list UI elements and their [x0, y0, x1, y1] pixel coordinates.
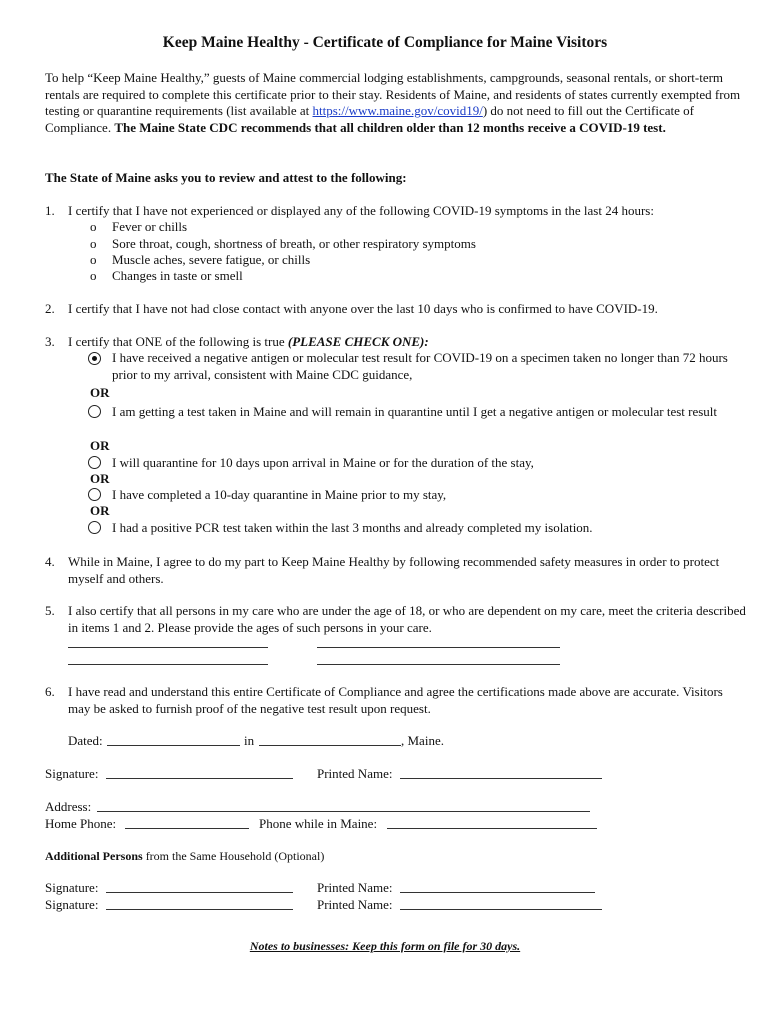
additional-bold: Additional Persons: [45, 849, 143, 863]
additional-signature-field-1[interactable]: [106, 880, 293, 893]
option-3-radio[interactable]: [88, 456, 101, 469]
symptom-4: Changes in taste or smell: [112, 268, 243, 283]
signature-label: Signature:: [45, 766, 99, 781]
item-2-number: 2.: [45, 301, 55, 316]
address-label: Address:: [45, 799, 92, 814]
in-label: in: [244, 733, 255, 748]
item-3-text: [68, 334, 748, 351]
maine-suffix: , Maine.: [401, 733, 444, 748]
intro-text: To help “Keep Maine Healthy,” guests of Maine commercial lodging establishments, campgrounds, seasonal rentals, or short-term rentals are required to complete this certificate prior to their stay. Residents of Maine, and residents of states currently exempted from testing or quarantine requirements (list available at: [45, 70, 741, 118]
printed-name-label: Printed Name:: [317, 897, 393, 912]
or-label: OR: [90, 471, 110, 486]
or-label: OR: [90, 503, 110, 518]
item-3-lead: I certify that ONE of the following is true: [68, 334, 288, 349]
item-4-number: 4.: [45, 554, 55, 569]
additional-signature-field-2[interactable]: [106, 897, 293, 910]
or-label: OR: [90, 385, 110, 400]
item-6-text: I have read and understand this entire Certificate of Compliance and agree the certifications made above are accurate. Visitors may be asked to furnish proof of the negative test result upon request.: [68, 684, 723, 716]
additional-printed-name-field-2[interactable]: [400, 897, 602, 910]
covid19-link[interactable]: https://www.maine.gov/covid19/: [312, 103, 483, 118]
option-5-radio[interactable]: [88, 521, 101, 534]
symptom-3: Muscle aches, severe fatigue, or chills: [112, 252, 311, 267]
signature-field[interactable]: [106, 766, 293, 779]
home-phone-label: Home Phone:: [45, 816, 117, 831]
cdc-recommendation: The Maine State CDC recommends that all children older than 12 months receive a COVID-19 test.: [114, 119, 666, 135]
option-2-radio[interactable]: [88, 405, 101, 418]
dependent-age-field-1[interactable]: [68, 635, 268, 648]
bullet: o: [90, 219, 97, 234]
bullet: o: [90, 268, 97, 283]
page-title: Keep Maine Healthy - Certificate of Compliance for Maine Visitors: [162, 34, 608, 51]
attest-heading: The State of Maine asks you to review and attest to the following:: [45, 170, 407, 185]
check-one-emphasis: (PLEASE CHECK ONE):: [287, 334, 429, 349]
intro-text-after: ) do not need to fill out the Certificate of Compliance.: [45, 103, 694, 135]
dated-label: Dated:: [68, 733, 103, 748]
phone-while-field[interactable]: [387, 816, 597, 829]
bullet: o: [90, 252, 97, 267]
option-4-radio[interactable]: [88, 488, 101, 501]
additional-printed-name-field-1[interactable]: [400, 880, 595, 893]
dependent-age-field-4[interactable]: [317, 652, 560, 665]
item-1-text: I certify that I have not experienced or displayed any of the following COVID-19 symptoms in the last 24 hours:: [68, 203, 654, 218]
symptom-1: Fever or chills: [112, 219, 188, 234]
option-1-radio[interactable]: [88, 352, 101, 365]
home-phone-field[interactable]: [125, 816, 249, 829]
dependent-age-field-2[interactable]: [317, 635, 560, 648]
address-field[interactable]: [97, 799, 590, 812]
item-5-number: 5.: [45, 603, 55, 618]
dependent-age-field-3[interactable]: [68, 652, 268, 665]
signature-label: Signature:: [45, 880, 99, 895]
item-2-text: I certify that I have not had close contact with anyone over the last 10 days who is confirmed to have COVID-19.: [68, 301, 658, 316]
signature-label: Signature:: [45, 897, 99, 912]
town-field[interactable]: [259, 733, 401, 746]
additional-rest: from the Same Household (Optional): [142, 849, 325, 863]
additional-persons-heading: [45, 848, 324, 865]
printed-name-field[interactable]: [400, 766, 602, 779]
item-3-number: 3.: [45, 334, 55, 349]
item-4-text: While in Maine, I agree to do my part to Keep Maine Healthy by following recommended safety measures in order to protect myself and others.: [68, 554, 720, 586]
item-5-text: I also certify that all persons in my care who are under the age of 18, or who are dependent on my care, meet the criteria described in items 1 and 2. Please provide the ages of such persons in your care.: [68, 603, 746, 635]
or-label: OR: [90, 438, 110, 453]
option-3-text: I will quarantine for 10 days upon arrival in Maine or for the duration of the stay,: [112, 455, 534, 470]
item-6-number: 6.: [45, 684, 55, 699]
option-4-text: I have completed a 10-day quarantine in Maine prior to my stay,: [112, 487, 447, 502]
intro-paragraph: [45, 70, 750, 136]
item-1-number: 1.: [45, 203, 55, 218]
notes-to-businesses: Notes to businesses: Keep this form on file for 30 days.: [249, 939, 521, 953]
date-field[interactable]: [107, 733, 240, 746]
option-5-text: I had a positive PCR test taken within the last 3 months and already completed my isolation.: [112, 520, 593, 535]
symptom-2: Sore throat, cough, shortness of breath, or other respiratory symptoms: [112, 236, 476, 251]
option-1-text: I have received a negative antigen or molecular test result for COVID-19 on a specimen taken no longer than 72 hours prior to my arrival, consistent with Maine CDC guidance,: [112, 350, 728, 382]
printed-name-label: Printed Name:: [317, 766, 393, 781]
printed-name-label: Printed Name:: [317, 880, 393, 895]
option-2-text: I am getting a test taken in Maine and will remain in quarantine until I get a negative antigen or molecular test result: [112, 404, 718, 419]
bullet: o: [90, 236, 97, 251]
phone-while-label: Phone while in Maine:: [259, 816, 378, 831]
